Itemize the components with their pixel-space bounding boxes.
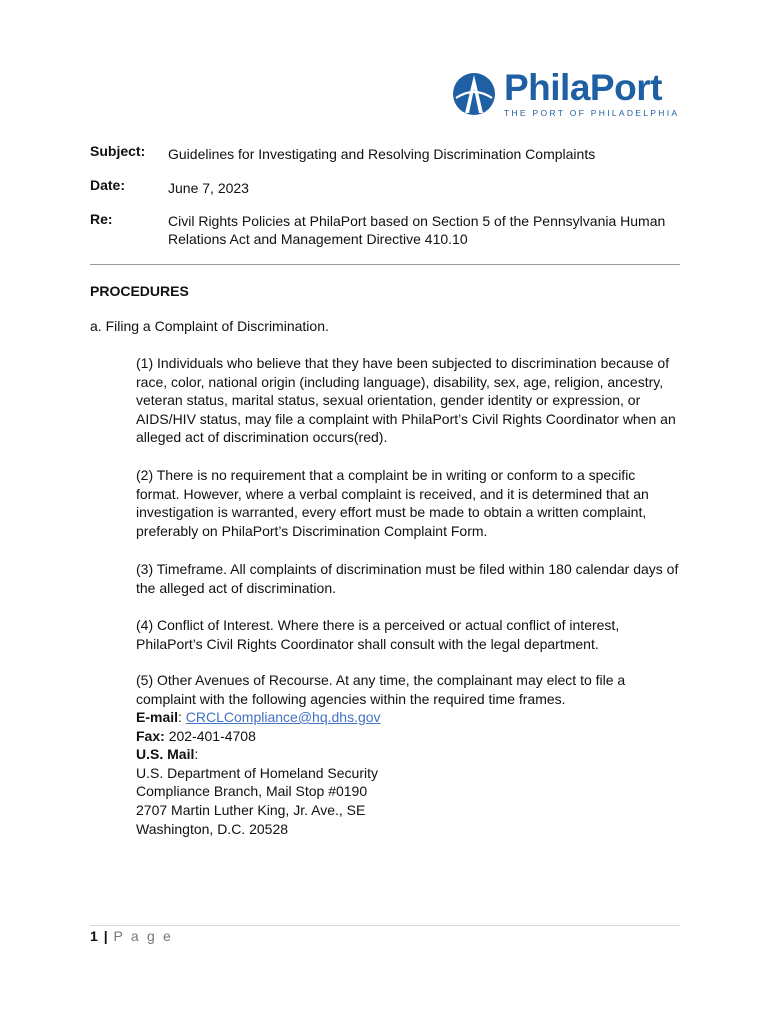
page-word: P a g e [113, 928, 174, 944]
page-footer [90, 928, 173, 944]
email-line: E-mail: CRCLCompliance@hq.dhs.gov [136, 709, 381, 725]
footer-separator: | [103, 928, 108, 944]
address-line: Washington, D.C. 20528 [136, 820, 289, 837]
paragraph-2: (2) There is no requirement that a complaint be in writing or conform to a specific format. However, where a verbal complaint is received, and it is determined that an investigation is warranted, every effort must be made to obtain a written complaint, preferably on PhilaPort’s Discrimination Complaint Form. [136, 467, 649, 539]
address-line: U.S. Department of Homeland Security [136, 764, 378, 781]
paragraph-5: (5) Other Avenues of Recourse. At any time, the complainant may elect to file a complaint with the following agencies within the required time frames. [136, 672, 626, 707]
header-divider [90, 264, 680, 265]
paragraph-4: (4) Conflict of Interest. Where there is a perceived or actual conflict of interest, PhilaPort’s Civil Rights Coordinator shall consult with the legal department. [136, 617, 620, 652]
date-label: Date: [90, 177, 126, 193]
contact-block [136, 708, 381, 838]
email-link[interactable]: CRCLCompliance@hq.dhs.gov [185, 709, 381, 725]
re-value: Civil Rights Policies at PhilaPort based on Section 5 of the Pennsylvania Human Relations Act and Management Directive 410.10 [168, 213, 666, 247]
philaport-emblem-icon [452, 72, 496, 116]
email-label: E-mail [136, 709, 179, 725]
page-number: 1 [90, 928, 98, 944]
logo-tagline: THE PORT OF PHILADELPHIA [504, 108, 680, 118]
re-label: Re: [90, 211, 113, 227]
address-line: 2707 Martin Luther King, Jr. Ave., SE [136, 801, 366, 818]
subsection-title: a. Filing a Complaint of Discrimination. [90, 318, 329, 334]
section-heading: PROCEDURES [90, 283, 189, 299]
paragraph-1: (1) Individuals who believe that they have been subjected to discrimination because of race, color, national origin (including language), disability, sex, age, religion, ancestry, veteran status, marital status, sexual orientation, gender identity or expression, or AIDS/HIV status, may file a complaint with PhilaPort’s Civil Rights Coordinator when an alleged act of discrimination occurs(red). [136, 355, 676, 446]
fax-line [136, 727, 381, 746]
fax-value: 202-401-4708 [168, 727, 256, 744]
philaport-logo [452, 67, 682, 122]
mail-line: U.S. Mail: [136, 746, 199, 763]
footer-divider [90, 925, 680, 926]
subject-value: Guidelines for Investigating and Resolving Discrimination Complaints [168, 146, 596, 162]
subject-label: Subject: [90, 143, 146, 159]
fax-label: Fax: [136, 727, 165, 744]
address-line: Compliance Branch, Mail Stop #0190 [136, 783, 368, 800]
paragraph-3: (3) Timeframe. All complaints of discrimination must be filed within 180 calendar days of the alleged act of discrimination. [136, 561, 679, 596]
date-value: June 7, 2023 [168, 180, 249, 196]
mail-label: U.S. Mail [136, 746, 195, 763]
logo-name: PhilaPort [504, 67, 662, 108]
